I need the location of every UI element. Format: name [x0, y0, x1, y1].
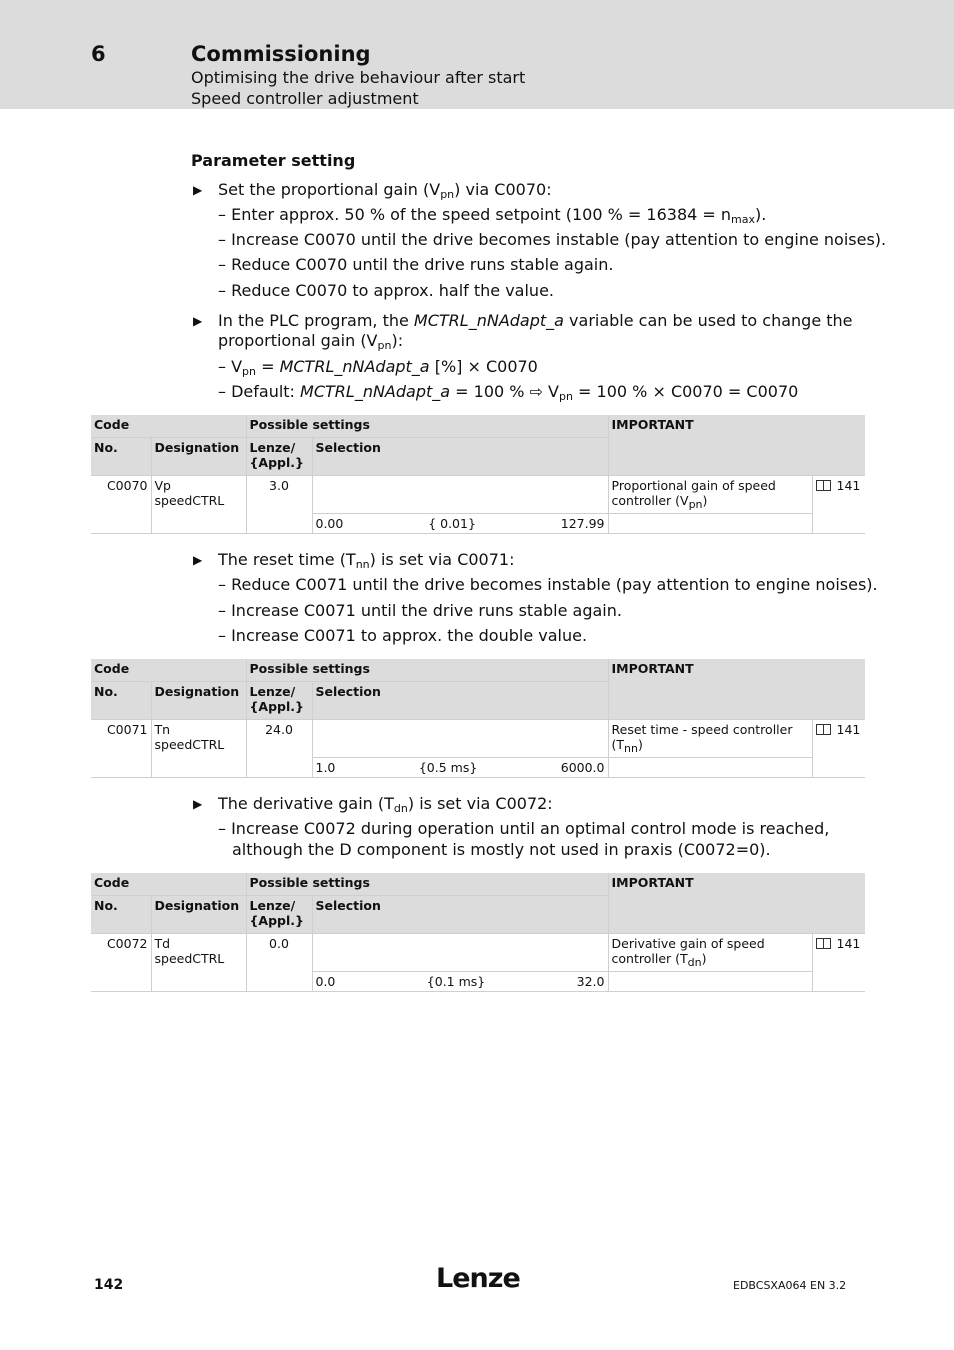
page-number: 142 [94, 1277, 124, 1293]
header-no: No. [91, 437, 151, 475]
param-designation: Td speedCTRL [151, 933, 246, 991]
bullet-arrow-icon: ▶ [193, 183, 203, 197]
param-table-c0072 [91, 873, 865, 992]
param-important: Reset time - speed controller $(T_{nn})$ [608, 719, 812, 757]
param-important: Proportional gain of speed controller $(V_{pn})$ [608, 475, 812, 513]
header-lenze-appl: Lenze/ {Appl.} [246, 437, 312, 475]
book-icon [816, 480, 831, 491]
bullet-3: The reset time $(T_{nn})$ is set via C0071: [218, 550, 515, 571]
param-selection-range: 1.0 {0.5 ms} 6000.0 [312, 757, 608, 777]
chapter-header [0, 0, 954, 109]
param-designation: Tn speedCTRL [151, 719, 246, 777]
page-reference[interactable]: 141 [812, 475, 865, 533]
param-designation: Vp speedCTRL [151, 475, 246, 533]
param-important: Derivative gain of speed controller $(T_{dn})$ [608, 933, 812, 971]
lenze-logo: Lenze [436, 1263, 520, 1294]
param-selection-range: 0.00 { 0.01} 127.99 [312, 513, 608, 533]
param-code: C0071 [91, 719, 151, 777]
chapter-number: 6 [91, 42, 106, 66]
bullet-arrow-icon: ▶ [193, 553, 203, 567]
header-important: IMPORTANT [608, 873, 865, 933]
book-icon [816, 938, 831, 949]
header-no: No. [91, 895, 151, 933]
page-reference[interactable]: 141 [812, 933, 865, 991]
header-selection: Selection [312, 895, 608, 933]
header-designation: Designation [151, 895, 246, 933]
bullet-1-dash-1: – Enter approx. 50 % of the speed setpoint (100 % = $16384 = n_{max}$). [218, 205, 767, 226]
header-important: IMPORTANT [608, 659, 865, 719]
param-lenze-default: 3.0 [246, 475, 312, 533]
subtitle-2: Speed controller adjustment [191, 89, 419, 108]
header-code: Code [91, 415, 246, 437]
bullet-4-dash-1-cont: although the D component is mostly not used in praxis (C0072=0). [232, 840, 771, 859]
header-lenze-appl: Lenze/ {Appl.} [246, 681, 312, 719]
document-id: EDBCSXA064 EN 3.2 [733, 1279, 847, 1292]
bullet-3-dash-2: – Increase C0071 until the drive runs stable again. [218, 601, 622, 620]
header-code: Code [91, 659, 246, 681]
bullet-2-dash-2: – Default: MCTRL_nNAdapt_a = 100 % ⇨ $V_{pn} = 100$ % × C0070 = C0070 [218, 382, 799, 403]
bullet-arrow-icon: ▶ [193, 797, 203, 811]
header-possible-settings: Possible settings [246, 659, 608, 681]
param-table-c0071 [91, 659, 865, 778]
bullet-1-dash-4: – Reduce C0070 to approx. half the value. [218, 281, 554, 300]
header-code: Code [91, 873, 246, 895]
bullet-1-dash-2: – Increase C0070 until the drive becomes instable (pay attention to engine noises). [218, 230, 887, 249]
header-possible-settings: Possible settings [246, 873, 608, 895]
header-important: IMPORTANT [608, 415, 865, 475]
header-lenze-appl: Lenze/ {Appl.} [246, 895, 312, 933]
bullet-1: Set the proportional gain $(V_{pn})$ via C0070: [218, 180, 552, 201]
param-code: C0070 [91, 475, 151, 533]
header-selection: Selection [312, 681, 608, 719]
chapter-title: Commissioning [191, 42, 371, 66]
param-lenze-default: 24.0 [246, 719, 312, 777]
header-designation: Designation [151, 437, 246, 475]
subtitle-1: Optimising the drive behaviour after start [191, 68, 526, 87]
param-table-c0070 [91, 415, 865, 534]
header-no: No. [91, 681, 151, 719]
bullet-3-dash-3: – Increase C0071 to approx. the double value. [218, 626, 588, 645]
param-lenze-default: 0.0 [246, 933, 312, 991]
bullet-3-dash-1: – Reduce C0071 until the drive becomes instable (pay attention to engine noises). [218, 575, 878, 594]
header-possible-settings: Possible settings [246, 415, 608, 437]
bullet-arrow-icon: ▶ [193, 314, 203, 328]
bullet-4: The derivative gain $(T_{dn})$ is set via C0072: [218, 794, 553, 815]
param-selection-range: 0.0 {0.1 ms} 32.0 [312, 971, 608, 991]
bullet-2-dash-1: – $V_{pn}$ = MCTRL_nNAdapt_a [%] × C0070 [218, 357, 538, 378]
bullet-2-line-2: proportional gain $(V_{pn})$: [218, 331, 404, 352]
page-reference[interactable]: 141 [812, 719, 865, 777]
param-code: C0072 [91, 933, 151, 991]
bullet-2: In the PLC program, the MCTRL_nNAdapt_a variable can be used to change the [218, 311, 853, 330]
book-icon [816, 724, 831, 735]
header-designation: Designation [151, 681, 246, 719]
bullet-1-dash-3: – Reduce C0070 until the drive runs stable again. [218, 255, 614, 274]
section-heading: Parameter setting [191, 151, 356, 170]
bullet-4-dash-1: – Increase C0072 during operation until an optimal control mode is reached, [218, 819, 830, 838]
header-selection: Selection [312, 437, 608, 475]
